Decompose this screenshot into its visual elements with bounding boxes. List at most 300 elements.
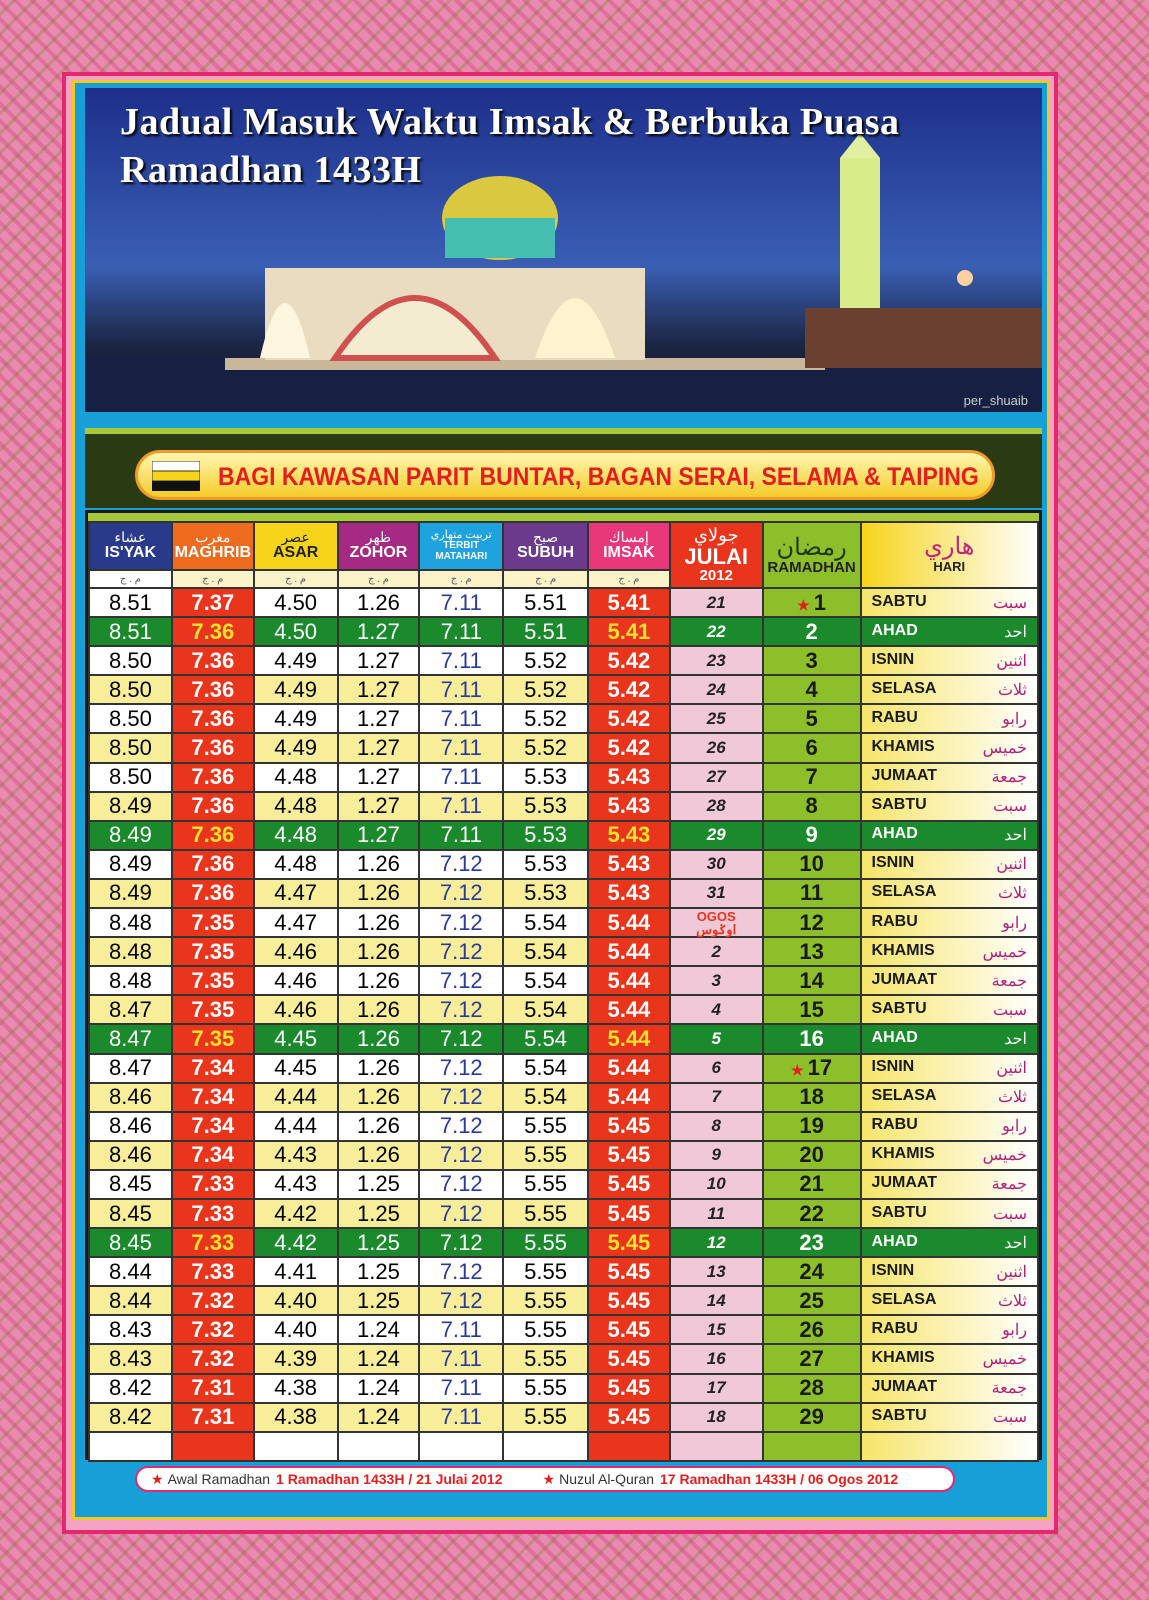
isyak-time: 8.47 (89, 995, 172, 1024)
terbit-time: 7.12 (419, 937, 503, 966)
empty-cell (172, 1432, 254, 1461)
imsak-time: 5.45 (588, 1199, 670, 1228)
ramadhan-day-number: 21 (799, 1171, 824, 1197)
isyak-time: 8.48 (89, 966, 172, 995)
day-name-malay: AHAD (871, 1028, 918, 1046)
imsak-time: 5.44 (588, 1054, 670, 1083)
day-name-arabic: احد (1004, 827, 1027, 845)
zohor-time: 1.27 (338, 646, 420, 675)
subuh-time: 5.53 (503, 792, 588, 821)
zohor-time: 1.26 (338, 937, 420, 966)
table-row (89, 763, 1038, 792)
imsak-time: 5.45 (588, 1403, 670, 1432)
ramadhan-day (763, 850, 861, 879)
empty-cell (861, 1432, 1038, 1461)
gregorian-date: 16 (670, 1344, 763, 1373)
isyak-time: 8.51 (89, 588, 172, 617)
table-row (89, 1315, 1038, 1344)
terbit-time: 7.12 (419, 879, 503, 908)
asar-time: 4.40 (254, 1286, 338, 1315)
imsak-time: 5.44 (588, 908, 670, 937)
ogos-label: OGOS (696, 908, 736, 924)
table-row (89, 995, 1038, 1024)
table-row (89, 850, 1038, 879)
subuh-time: 5.54 (503, 966, 588, 995)
table-row (89, 1112, 1038, 1141)
day-name (861, 763, 1038, 792)
maghrib-time: 7.32 (172, 1286, 254, 1315)
ramadhan-day-number: 9 (805, 822, 818, 848)
zohor-time: 1.25 (338, 1170, 420, 1199)
day-name-malay: RABU (871, 912, 918, 930)
day-name-arabic: اثنين (996, 652, 1027, 670)
ramadhan-day (763, 733, 861, 762)
ramadhan-day (763, 1344, 861, 1373)
table-row (89, 1024, 1038, 1053)
ramadhan-day (763, 1141, 861, 1170)
star-icon: ★ (542, 1470, 556, 1487)
maghrib-time: 7.36 (172, 675, 254, 704)
ramadhan-day-number: 8 (805, 793, 818, 819)
gregorian-date: 4 (670, 995, 763, 1024)
maghrib-time: 7.36 (172, 879, 254, 908)
zohor-time: 1.25 (338, 1257, 420, 1286)
asar-time: 4.47 (254, 908, 338, 937)
maghrib-time: 7.33 (172, 1170, 254, 1199)
ramadhan-day-number: 18 (799, 1084, 824, 1110)
terbit-time: 7.12 (419, 850, 503, 879)
subuh-time: 5.54 (503, 1083, 588, 1112)
day-name-malay: SABTU (871, 1203, 927, 1221)
day-name-arabic: رابو (1002, 1321, 1027, 1339)
day-name-arabic: رابو (1002, 1118, 1027, 1136)
maghrib-time: 7.31 (172, 1403, 254, 1432)
day-name (861, 675, 1038, 704)
asar-time: 4.49 (254, 675, 338, 704)
imsak-time: 5.45 (588, 1141, 670, 1170)
zohor-time: 1.27 (338, 792, 420, 821)
empty-cell (588, 1432, 670, 1461)
zohor-time: 1.24 (338, 1344, 420, 1373)
mosque-photo (85, 88, 1042, 412)
imsak-time: 5.45 (588, 1315, 670, 1344)
maghrib-time: 7.33 (172, 1228, 254, 1257)
terbit-time: 7.12 (419, 1112, 503, 1141)
ramadhan-day-number: 27 (799, 1345, 824, 1371)
gregorian-date: 21 (670, 588, 763, 617)
isyak-time: 8.49 (89, 821, 172, 850)
perak-flag-icon (152, 461, 200, 491)
imsak-time: 5.42 (588, 675, 670, 704)
isyak-time: 8.42 (89, 1403, 172, 1432)
ramadhan-day-number: 28 (799, 1375, 824, 1401)
isyak-time: 8.44 (89, 1257, 172, 1286)
ramadhan-day (763, 879, 861, 908)
col-imsak: إمساك IMSAK (588, 522, 670, 570)
gregorian-date: 6 (670, 1054, 763, 1083)
time-unit-label: م . ج (588, 570, 670, 588)
ramadhan-day-number: 1 (813, 589, 826, 615)
table-row (89, 1344, 1038, 1373)
subuh-time: 5.55 (503, 1315, 588, 1344)
asar-time: 4.50 (254, 588, 338, 617)
terbit-time: 7.11 (419, 675, 503, 704)
col-julai: جولاي JULAI 2012 (670, 522, 763, 588)
gregorian-date: 10 (670, 1170, 763, 1199)
maghrib-time: 7.35 (172, 995, 254, 1024)
imsak-time: 5.45 (588, 1344, 670, 1373)
day-name (861, 995, 1038, 1024)
isyak-time: 8.47 (89, 1024, 172, 1053)
ramadhan-day (763, 617, 861, 646)
table-row (89, 733, 1038, 762)
ramadhan-day-number: 3 (805, 647, 818, 673)
empty-cell (254, 1432, 338, 1461)
day-name-malay: ISNIN (871, 1261, 915, 1279)
subuh-time: 5.52 (503, 733, 588, 762)
ramadhan-day-number: 17 (807, 1055, 833, 1081)
subuh-time: 5.55 (503, 1141, 588, 1170)
time-unit-label: م . ج (254, 570, 338, 588)
terbit-time: 7.11 (419, 821, 503, 850)
ramadhan-day-number: 7 (805, 764, 818, 790)
day-name-arabic: احد (1004, 1030, 1027, 1048)
zohor-time: 1.27 (338, 821, 420, 850)
day-name-arabic: ثلاث (997, 681, 1027, 699)
day-name-arabic: جمعة (991, 1176, 1027, 1194)
zohor-time: 1.27 (338, 763, 420, 792)
gregorian-date: 29 (670, 821, 763, 850)
ramadhan-day (763, 704, 861, 733)
subuh-time: 5.55 (503, 1170, 588, 1199)
day-name (861, 879, 1038, 908)
day-name-arabic: سبت (993, 1205, 1027, 1223)
footer-label-awal: Awal Ramadhan (167, 1471, 271, 1487)
isyak-time: 8.48 (89, 908, 172, 937)
terbit-time: 7.12 (419, 1024, 503, 1053)
subuh-time: 5.52 (503, 704, 588, 733)
imsak-time: 5.45 (588, 1228, 670, 1257)
col-zohor: ظهر ZOHOR (338, 522, 420, 570)
ramadhan-day-number: 16 (799, 1025, 824, 1051)
gregorian-date: 3 (670, 966, 763, 995)
zohor-time: 1.26 (338, 995, 420, 1024)
table-row (89, 1286, 1038, 1315)
maghrib-time: 7.35 (172, 1024, 254, 1053)
day-name-arabic: جمعة (991, 972, 1027, 990)
day-name-arabic: سبت (993, 1409, 1027, 1427)
zohor-time: 1.25 (338, 1228, 420, 1257)
subuh-time: 5.53 (503, 879, 588, 908)
zohor-time: 1.26 (338, 966, 420, 995)
col-subuh: صبح SUBUH (503, 522, 588, 570)
day-name-malay: KHAMIS (871, 941, 935, 959)
zohor-time: 1.27 (338, 704, 420, 733)
ramadhan-day (763, 792, 861, 821)
asar-time: 4.46 (254, 966, 338, 995)
gregorian-date: 5 (670, 1024, 763, 1053)
ramadhan-day (763, 1228, 861, 1257)
ramadhan-day-number: 15 (799, 996, 824, 1022)
ramadhan-day (763, 908, 861, 937)
gregorian-date: 14 (670, 1286, 763, 1315)
star-icon: ★ (791, 1062, 804, 1079)
maghrib-time: 7.36 (172, 617, 254, 646)
isyak-time: 8.48 (89, 937, 172, 966)
isyak-time: 8.42 (89, 1374, 172, 1403)
subuh-time: 5.55 (503, 1403, 588, 1432)
asar-time: 4.42 (254, 1199, 338, 1228)
ramadhan-day (763, 1024, 861, 1053)
ramadhan-day-number: 19 (799, 1113, 824, 1139)
subuh-time: 5.55 (503, 1286, 588, 1315)
gregorian-date: 22 (670, 617, 763, 646)
zohor-time: 1.27 (338, 675, 420, 704)
gregorian-date: 24 (670, 675, 763, 704)
table-row (89, 966, 1038, 995)
day-name-arabic: سبت (993, 1001, 1027, 1019)
terbit-time: 7.12 (419, 1257, 503, 1286)
isyak-time: 8.45 (89, 1228, 172, 1257)
gregorian-date: 7 (670, 1083, 763, 1112)
day-name (861, 1286, 1038, 1315)
isyak-time: 8.50 (89, 646, 172, 675)
day-name-malay: JUMAAT (871, 1174, 938, 1192)
day-name (861, 1403, 1038, 1432)
table-row (89, 1141, 1038, 1170)
empty-cell (503, 1432, 588, 1461)
col-asar: عصر ASAR (254, 522, 338, 570)
subuh-time: 5.55 (503, 1199, 588, 1228)
gregorian-date: 23 (670, 646, 763, 675)
isyak-time: 8.49 (89, 792, 172, 821)
table-row (89, 1083, 1038, 1112)
day-name-malay: SABTU (871, 796, 927, 814)
day-name-malay: SABTU (871, 592, 927, 610)
day-name (861, 966, 1038, 995)
imsak-time: 5.44 (588, 1083, 670, 1112)
asar-time: 4.48 (254, 763, 338, 792)
zohor-time: 1.24 (338, 1403, 420, 1432)
gregorian-date: 28 (670, 792, 763, 821)
maghrib-time: 7.35 (172, 908, 254, 937)
asar-time: 4.45 (254, 1054, 338, 1083)
terbit-time: 7.11 (419, 1344, 503, 1373)
ramadhan-day (763, 1112, 861, 1141)
day-name-arabic: ثلاث (997, 1292, 1027, 1310)
subuh-time: 5.54 (503, 995, 588, 1024)
imsak-time: 5.41 (588, 617, 670, 646)
timetable (88, 521, 1039, 1462)
col-ramadhan: رمضان RAMADHAN (763, 522, 861, 588)
time-unit-label: م . ج (89, 570, 172, 588)
ramadhan-day (763, 995, 861, 1024)
footer-value-awal: 1 Ramadhan 1433H / 21 Julai 2012 (276, 1471, 503, 1487)
subuh-time: 5.53 (503, 821, 588, 850)
isyak-time: 8.46 (89, 1083, 172, 1112)
asar-time: 4.48 (254, 792, 338, 821)
terbit-time: 7.11 (419, 1403, 503, 1432)
asar-time: 4.45 (254, 1024, 338, 1053)
ramadhan-day-number: 23 (799, 1229, 824, 1255)
time-unit-label: م . ج (419, 570, 503, 588)
day-name (861, 1228, 1038, 1257)
isyak-time: 8.43 (89, 1315, 172, 1344)
day-name-arabic: خميس (982, 1350, 1027, 1368)
ramadhan-day-number: 26 (799, 1316, 824, 1342)
isyak-time: 8.50 (89, 675, 172, 704)
isyak-time: 8.47 (89, 1054, 172, 1083)
table-row (89, 879, 1038, 908)
empty-cell (670, 1432, 763, 1461)
gregorian-date: 13 (670, 1257, 763, 1286)
empty-cell (89, 1432, 172, 1461)
ramadhan-day-number: 14 (799, 967, 824, 993)
ramadhan-day (763, 1054, 861, 1083)
day-name (861, 1199, 1038, 1228)
ramadhan-day-number: 12 (799, 909, 824, 935)
day-name-malay: JUMAAT (871, 970, 938, 988)
isyak-time: 8.50 (89, 733, 172, 762)
subuh-time: 5.54 (503, 1024, 588, 1053)
gregorian-date: 8 (670, 1112, 763, 1141)
title-line-1: Jadual Masuk Waktu Imsak & Berbuka Puasa (120, 101, 900, 143)
ramadhan-day (763, 588, 861, 617)
empty-cell (338, 1432, 420, 1461)
zohor-time: 1.25 (338, 1199, 420, 1228)
ogos-label-arabic: اوݢوس (696, 921, 737, 937)
isyak-time: 8.49 (89, 879, 172, 908)
day-name (861, 1141, 1038, 1170)
imsak-time: 5.43 (588, 821, 670, 850)
asar-time: 4.50 (254, 617, 338, 646)
day-name (861, 1170, 1038, 1199)
asar-time: 4.49 (254, 733, 338, 762)
asar-time: 4.41 (254, 1257, 338, 1286)
subuh-time: 5.55 (503, 1112, 588, 1141)
maghrib-time: 7.36 (172, 821, 254, 850)
table-row (89, 704, 1038, 733)
table-row (89, 675, 1038, 704)
col-maghrib: مغرب MAGHRIB (172, 522, 254, 570)
terbit-time: 7.11 (419, 646, 503, 675)
ramadhan-day-number: 22 (799, 1200, 824, 1226)
ramadhan-day-number: 10 (799, 851, 824, 877)
asar-time: 4.49 (254, 704, 338, 733)
subuh-time: 5.54 (503, 908, 588, 937)
zohor-time: 1.24 (338, 1374, 420, 1403)
day-name-arabic: جمعة (991, 1380, 1027, 1398)
gregorian-date: 12 (670, 1228, 763, 1257)
col-terbit: تربيت متهاري TERBIT MATAHARI (419, 522, 503, 570)
asar-time: 4.46 (254, 995, 338, 1024)
day-name (861, 733, 1038, 762)
maghrib-time: 7.36 (172, 763, 254, 792)
day-name (861, 704, 1038, 733)
ramadhan-day (763, 646, 861, 675)
asar-time: 4.48 (254, 821, 338, 850)
day-name-malay: SELASA (871, 883, 937, 901)
day-name-malay: JUMAAT (871, 1378, 938, 1396)
maghrib-time: 7.33 (172, 1199, 254, 1228)
subuh-time: 5.55 (503, 1257, 588, 1286)
table-row (89, 588, 1038, 617)
imsak-time: 5.45 (588, 1286, 670, 1315)
imsak-time: 5.45 (588, 1170, 670, 1199)
ramadhan-day-number: 4 (805, 676, 818, 702)
day-name-malay: ISNIN (871, 1058, 915, 1076)
table-row (89, 821, 1038, 850)
asar-time: 4.49 (254, 646, 338, 675)
region-title: BAGI KAWASAN PARIT BUNTAR, BAGAN SERAI, SELAMA & TAIPING (218, 463, 979, 491)
maghrib-time: 7.36 (172, 704, 254, 733)
ramadhan-day-number: 20 (799, 1142, 824, 1168)
gregorian-date: 27 (670, 763, 763, 792)
zohor-time: 1.26 (338, 908, 420, 937)
day-name (861, 821, 1038, 850)
ramadhan-day (763, 1083, 861, 1112)
terbit-time: 7.12 (419, 966, 503, 995)
day-name-malay: ISNIN (871, 650, 915, 668)
day-name (861, 1344, 1038, 1373)
zohor-time: 1.25 (338, 1286, 420, 1315)
table-row (89, 1228, 1038, 1257)
region-pill (135, 450, 995, 500)
day-name-arabic: رابو (1002, 914, 1027, 932)
ramadhan-day (763, 1286, 861, 1315)
day-name-arabic: سبت (993, 594, 1027, 612)
terbit-time: 7.11 (419, 588, 503, 617)
subuh-time: 5.53 (503, 850, 588, 879)
day-name-arabic: اثنين (996, 1263, 1027, 1281)
day-name-arabic: احد (1004, 623, 1027, 641)
imsak-time: 5.44 (588, 966, 670, 995)
ramadhan-day (763, 1315, 861, 1344)
day-name-malay: AHAD (871, 1232, 918, 1250)
table-row (89, 1170, 1038, 1199)
day-name-malay: SELASA (871, 679, 937, 697)
day-name (861, 1024, 1038, 1053)
zohor-time: 1.26 (338, 1141, 420, 1170)
subuh-time: 5.54 (503, 1054, 588, 1083)
gregorian-date: 18 (670, 1403, 763, 1432)
gregorian-date: 25 (670, 704, 763, 733)
gregorian-date: 30 (670, 850, 763, 879)
asar-time: 4.39 (254, 1344, 338, 1373)
table-row (89, 1257, 1038, 1286)
imsak-time: 5.45 (588, 1112, 670, 1141)
empty-cell (419, 1432, 503, 1461)
terbit-time: 7.11 (419, 792, 503, 821)
asar-time: 4.42 (254, 1228, 338, 1257)
imsak-time: 5.45 (588, 1374, 670, 1403)
isyak-time: 8.45 (89, 1199, 172, 1228)
imsak-time: 5.44 (588, 995, 670, 1024)
gregorian-date: 15 (670, 1315, 763, 1344)
subuh-time: 5.52 (503, 646, 588, 675)
imsak-time: 5.42 (588, 704, 670, 733)
day-name-malay: KHAMIS (871, 738, 935, 756)
gregorian-date: 9 (670, 1141, 763, 1170)
day-name-malay: SELASA (871, 1290, 937, 1308)
day-name-arabic: جمعة (991, 769, 1027, 787)
zohor-time: 1.26 (338, 1112, 420, 1141)
maghrib-time: 7.36 (172, 646, 254, 675)
asar-time: 4.47 (254, 879, 338, 908)
ramadhan-day (763, 821, 861, 850)
table-row (89, 792, 1038, 821)
day-name-arabic: اثنين (996, 1060, 1027, 1078)
